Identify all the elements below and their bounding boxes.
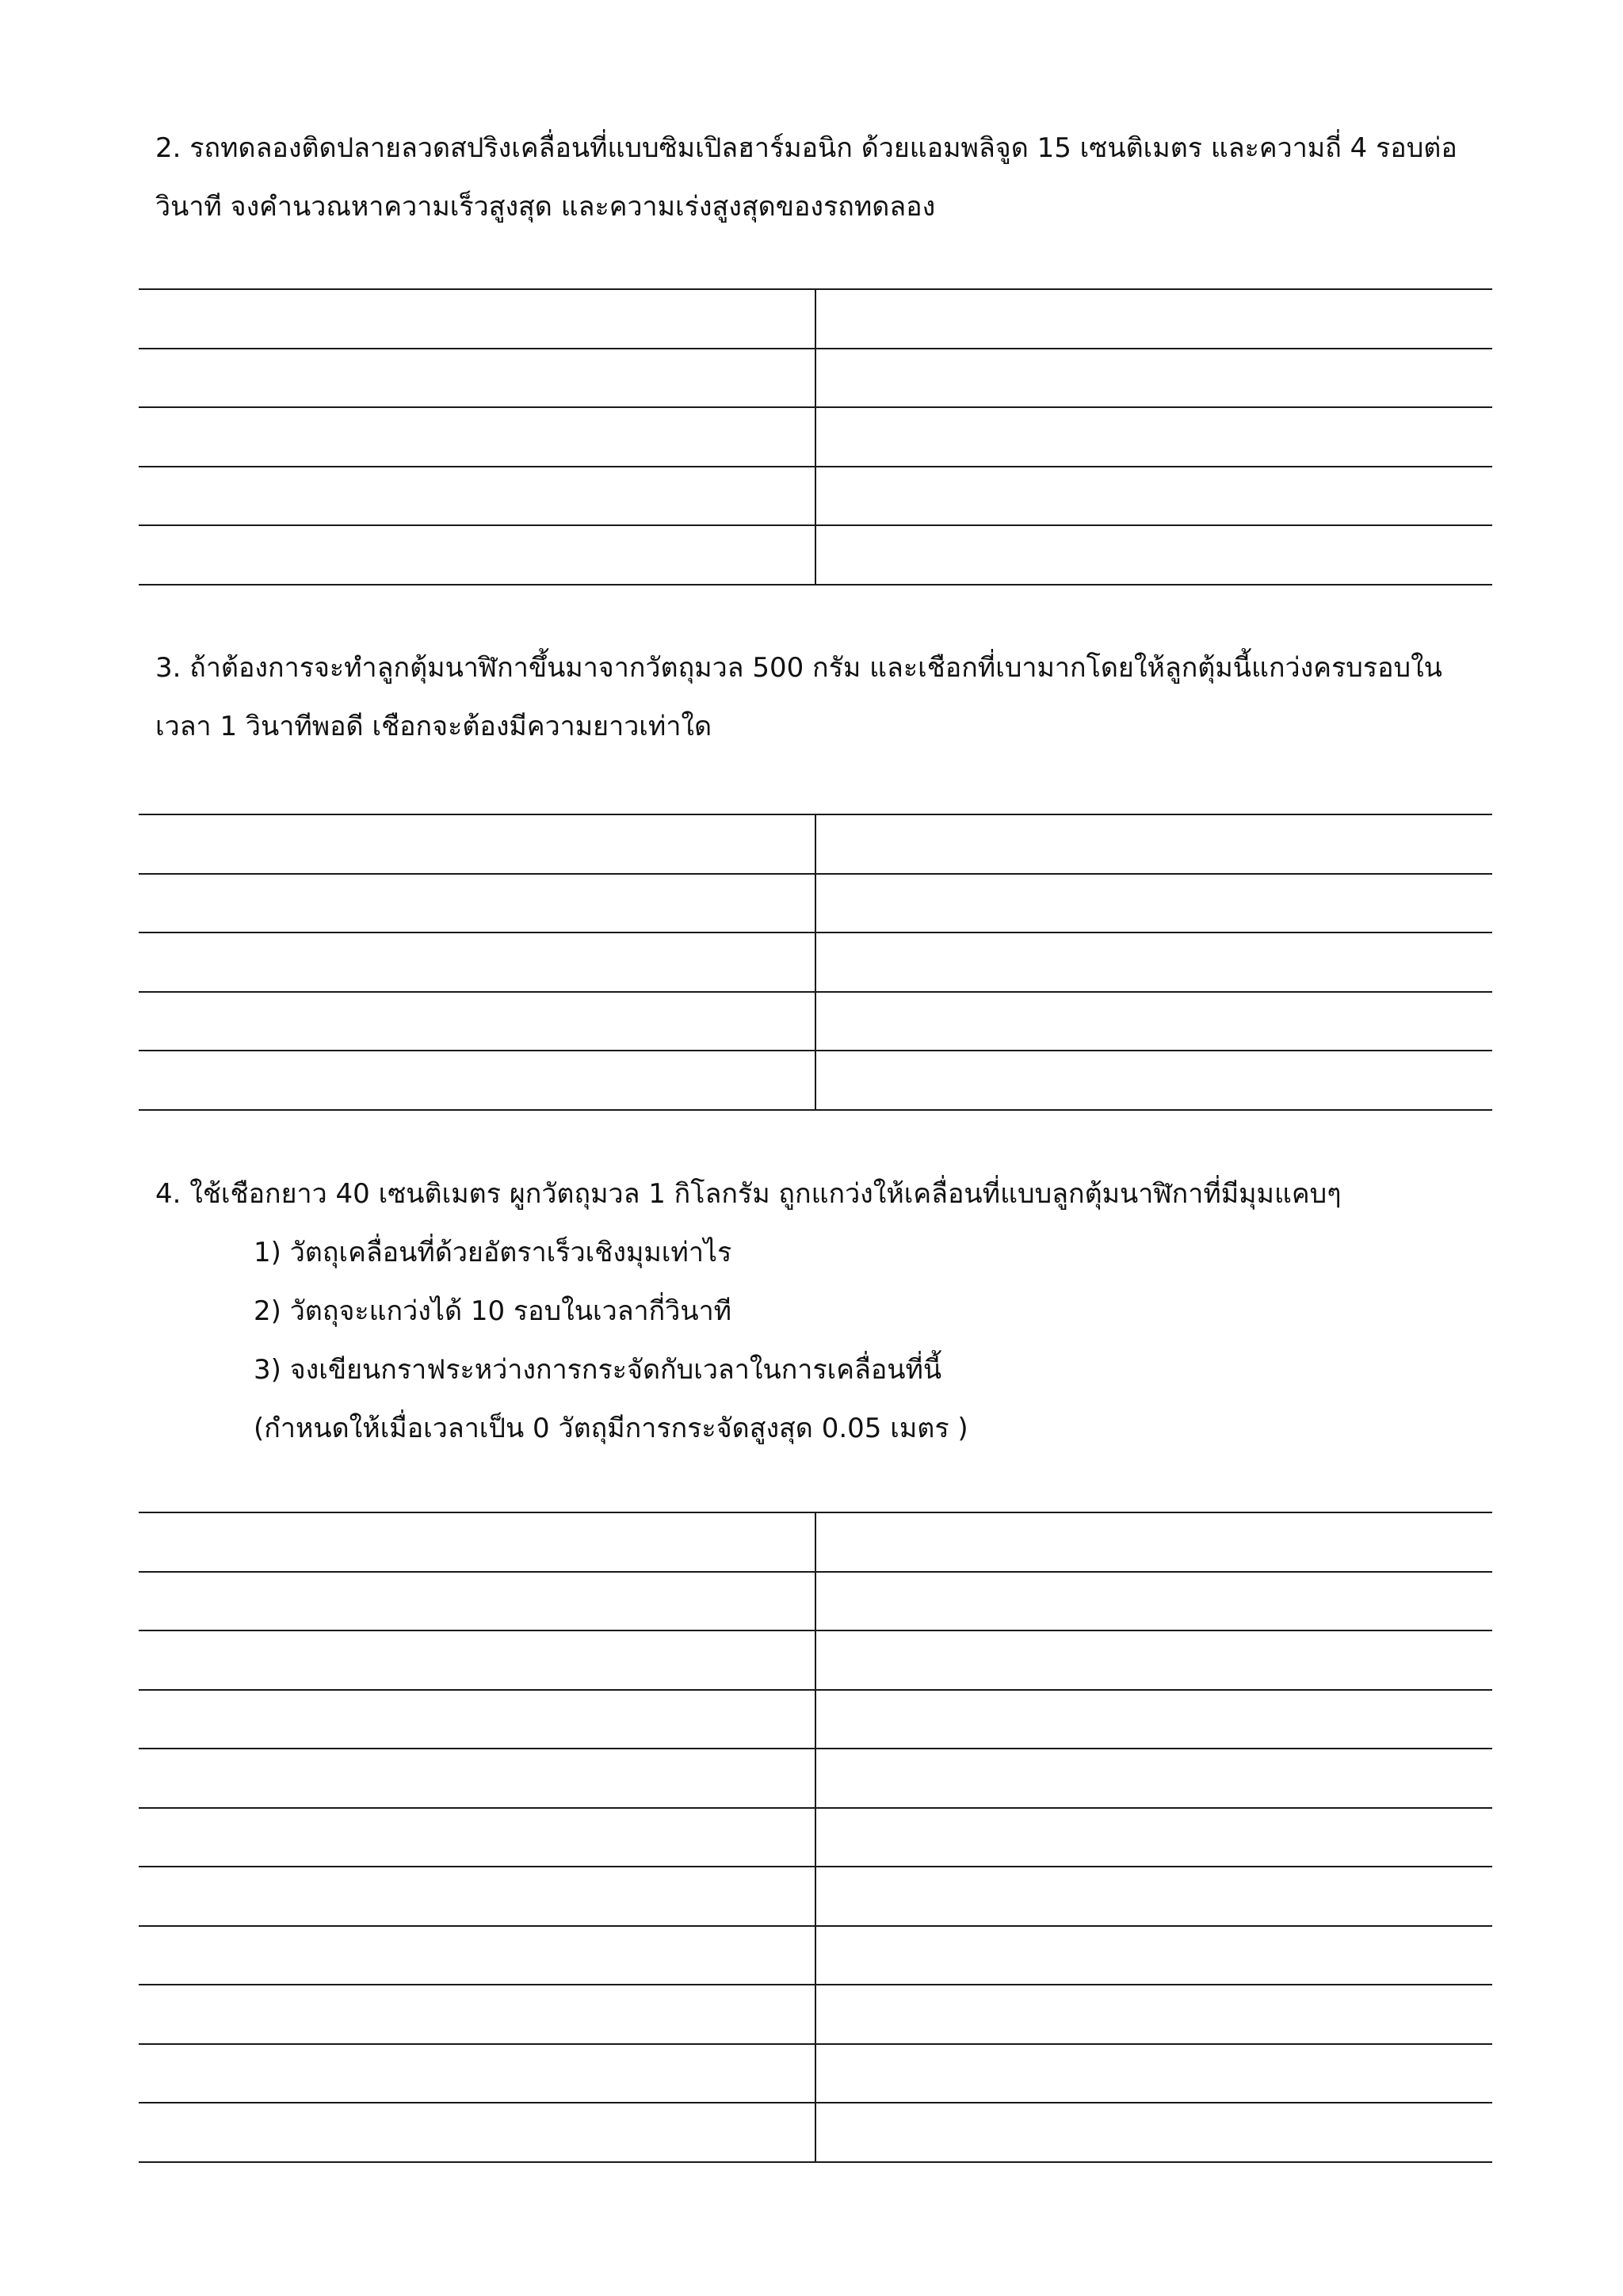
- answer-line-right[interactable]: [816, 408, 1492, 466]
- question-4-sub-item-1: 1) วัตถุเคลื่อนที่ด้วยอัตราเร็วเชิงมุมเท่าไร: [254, 1237, 732, 1268]
- question-3-line-2: เวลา 1 วินาทีพอดี เชือกจะต้องมีความยาวเท่าใด: [155, 711, 712, 742]
- answer-line-left[interactable]: [139, 1867, 816, 1925]
- answer-line-right[interactable]: [816, 933, 1492, 991]
- answer-line-left[interactable]: [139, 1631, 816, 1689]
- answer-row: [139, 814, 1492, 873]
- answer-row: [139, 1925, 1492, 1985]
- question-2-line-2: วินาที จงคำนวณหาความเร็วสูงสุด และความเร่งสูงสุดของรถทดลอง: [155, 191, 936, 223]
- answer-line-right[interactable]: [816, 1691, 1492, 1749]
- answer-line-right[interactable]: [816, 993, 1492, 1051]
- answer-row: [139, 288, 1492, 348]
- answer-line-right[interactable]: [816, 467, 1492, 525]
- answer-line-left[interactable]: [139, 933, 816, 991]
- answer-row: [139, 2043, 1492, 2103]
- answer-line-left[interactable]: [139, 1573, 816, 1630]
- answer-row: [139, 1571, 1492, 1630]
- answer-row: [139, 466, 1492, 525]
- answer-row: [139, 1050, 1492, 1109]
- answer-row: [139, 1748, 1492, 1807]
- answer-line-left[interactable]: [139, 349, 816, 407]
- answer-line-left[interactable]: [139, 1985, 816, 2043]
- question-4: [155, 1165, 1503, 1458]
- question-4-sub-item-3: 3) จงเขียนกราฟระหว่างการกระจัดกับเวลาในการเคลื่อนที่นี้: [254, 1354, 942, 1386]
- answer-grid-question-4: [139, 1512, 1492, 2163]
- answer-line-left[interactable]: [139, 1051, 816, 1109]
- answer-line-right[interactable]: [816, 1513, 1492, 1571]
- answer-row: [139, 406, 1492, 466]
- answer-row: [139, 991, 1492, 1051]
- question-2: [155, 119, 1503, 236]
- answer-line-right[interactable]: [816, 815, 1492, 873]
- question-3: [155, 639, 1503, 756]
- answer-row: [139, 524, 1492, 584]
- answer-line-right[interactable]: [816, 526, 1492, 584]
- answer-row: [139, 1689, 1492, 1749]
- answer-line-left[interactable]: [139, 875, 816, 933]
- answer-row: [139, 1866, 1492, 1925]
- answer-row: [139, 873, 1492, 933]
- question-3-line-1: 3. ถ้าต้องการจะทำลูกตุ้มนาฬิกาขึ้นมาจากวัตถุมวล 500 กรัม และเชือกที่เบามากโดยให้ลูกตุ้มนี้แกว่งครบรอบใน: [155, 652, 1442, 684]
- answer-line-left[interactable]: [139, 2103, 816, 2161]
- answer-line-right[interactable]: [816, 1985, 1492, 2043]
- answer-line-right[interactable]: [816, 2103, 1492, 2161]
- answer-line-left[interactable]: [139, 1513, 816, 1571]
- answer-line-left[interactable]: [139, 1809, 816, 1867]
- answer-row: [139, 2102, 1492, 2161]
- answer-line-right[interactable]: [816, 1927, 1492, 1985]
- answer-row: [139, 1512, 1492, 1571]
- answer-grid-question-3: [139, 814, 1492, 1111]
- answer-grid-question-2: [139, 288, 1492, 585]
- question-4-given-note: (กำหนดให้เมื่อเวลาเป็น 0 วัตถุมีการกระจัดสูงสุด 0.05 เมตร ): [254, 1413, 968, 1444]
- answer-line-right[interactable]: [816, 875, 1492, 933]
- answer-line-right[interactable]: [816, 1573, 1492, 1630]
- answer-line-right[interactable]: [816, 1749, 1492, 1807]
- answer-line-left[interactable]: [139, 408, 816, 466]
- answer-line-right[interactable]: [816, 1631, 1492, 1689]
- answer-line-right[interactable]: [816, 1809, 1492, 1867]
- answer-line-left[interactable]: [139, 2045, 816, 2103]
- answer-line-right[interactable]: [816, 290, 1492, 348]
- question-4-line-1: 4. ใช้เชือกยาว 40 เซนติเมตร ผูกวัตถุมวล 1 กิโลกรัม ถูกแกว่งให้เคลื่อนที่แบบลูกตุ้มนาฬิกาที่มีมุมแคบๆ: [155, 1178, 1342, 1210]
- answer-row: [139, 932, 1492, 991]
- answer-line-left[interactable]: [139, 993, 816, 1051]
- answer-row: [139, 1984, 1492, 2043]
- answer-line-left[interactable]: [139, 1749, 816, 1807]
- answer-line-left[interactable]: [139, 290, 816, 348]
- answer-line-right[interactable]: [816, 1867, 1492, 1925]
- question-2-line-1: 2. รถทดลองติดปลายลวดสปริงเคลื่อนที่แบบซิมเปิลฮาร์มอนิก ด้วยแอมพลิจูด 15 เซนติเมตร และความถี่ 4 รอบต่อ: [155, 132, 1457, 164]
- answer-row: [139, 1807, 1492, 1867]
- answer-line-right[interactable]: [816, 2045, 1492, 2103]
- answer-line-left[interactable]: [139, 815, 816, 873]
- answer-line-left[interactable]: [139, 526, 816, 584]
- answer-line-right[interactable]: [816, 1051, 1492, 1109]
- answer-row: [139, 348, 1492, 407]
- answer-line-left[interactable]: [139, 1691, 816, 1749]
- question-4-sub-item-2: 2) วัตถุจะแกว่งได้ 10 รอบในเวลากี่วินาที: [254, 1295, 732, 1327]
- answer-line-right[interactable]: [816, 349, 1492, 407]
- answer-line-left[interactable]: [139, 1927, 816, 1985]
- answer-row: [139, 1630, 1492, 1689]
- answer-line-left[interactable]: [139, 467, 816, 525]
